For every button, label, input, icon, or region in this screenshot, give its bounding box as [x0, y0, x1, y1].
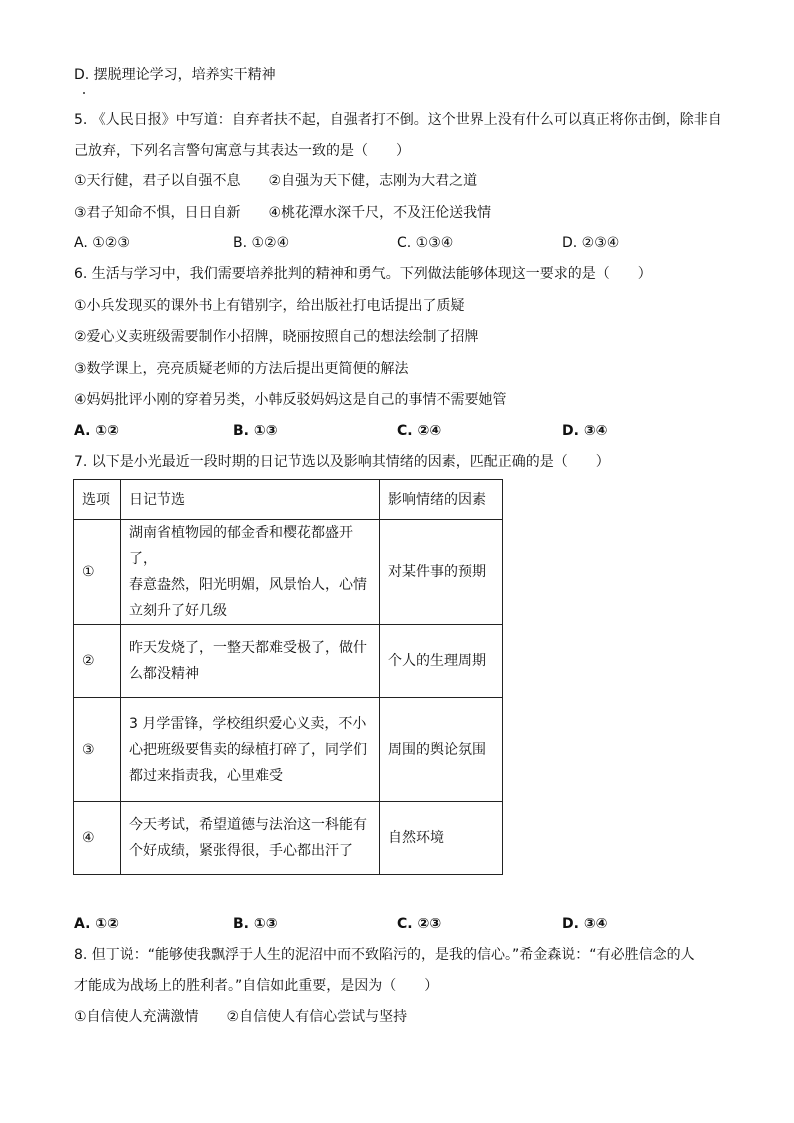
header-factor: 影响情绪的因素 [380, 480, 503, 520]
q6-item-1: ①小兵发现买的课外书上有错别字，给出版社打电话提出了质疑 [74, 298, 465, 314]
q4-option-d: D. 摆脱理论学习，培养实干精神 [74, 67, 276, 83]
row-factor: 自然环境 [380, 802, 503, 875]
q5-option-c: C. ①③④ [397, 235, 454, 251]
header-option: 选项 [74, 480, 121, 520]
q6-option-c: C. ②④ [397, 423, 442, 439]
q5-stem-line1: 5. 《人民日报》中写道：自弃者扶不起，自强者打不倒。这个世界上没有什么可以真正将你击倒，除非自 [74, 112, 722, 128]
row-diary [121, 520, 380, 625]
diary-table [73, 479, 503, 875]
q7-option-b: B. ①③ [233, 916, 278, 932]
diary-line: 春意盎然，阳光明媚，风景怡人，心情 [129, 577, 367, 593]
row-number: ③ [74, 698, 121, 802]
q6-option-a: A. ①② [74, 423, 119, 439]
row-factor: 个人的生理周期 [380, 625, 503, 698]
row-diary [121, 698, 380, 802]
q6-item-3: ③数学课上，亮亮质疑老师的方法后提出更简便的解法 [74, 361, 409, 377]
diary-line: 昨天发烧了，一整天都难受极了，做什 [129, 640, 367, 656]
q5-stem-line2: 己放弃，下列名言警句寓意与其表达一致的是（ ） [74, 143, 410, 159]
row-diary [121, 802, 380, 875]
diary-line: 湖南省植物园的郁金香和樱花都盛开了， [129, 525, 353, 567]
q5-option-b: B. ①②④ [233, 235, 290, 251]
row-factor: 周围的舆论氛围 [380, 698, 503, 802]
q6-options [74, 421, 714, 441]
table-header-row [74, 480, 503, 520]
diary-line: 都过来指责我，心里难受 [129, 767, 283, 784]
q5-items-line2: ③君子知命不惧，日日自新 ④桃花潭水深千尺，不及汪伦送我情 [74, 205, 492, 221]
table-row [74, 802, 503, 875]
row-number: ① [74, 520, 121, 625]
header-diary: 日记节选 [121, 480, 380, 520]
q8-stem-line1: 8. 但丁说：“能够使我飘浮于人生的泥沼中而不致陷污的，是我的信心。”希金森说：“有必胜信念的人 [74, 947, 695, 963]
row-number: ② [74, 625, 121, 698]
diary-line: 心把班级要售卖的绿植打碎了，同学们 [129, 741, 367, 758]
q5-items-line1: ①天行健，君子以自强不息 ②自强为天下健，志刚为大君之道 [74, 173, 478, 189]
row-factor: 对某件事的预期 [380, 520, 503, 625]
stray-dot [83, 92, 85, 94]
diary-line: 今天考试，希望道德与法治这一科能有 [129, 817, 367, 833]
q7-option-c: C. ②③ [397, 916, 442, 932]
diary-line: 立刻升了好几级 [129, 603, 227, 619]
table-row [74, 520, 503, 625]
diary-line: 3 月学雷锋，学校组织爱心义卖，不小 [129, 715, 367, 732]
row-diary [121, 625, 380, 698]
row-number: ④ [74, 802, 121, 875]
diary-line: 么都没精神 [129, 666, 199, 682]
q5-option-d: D. ②③④ [562, 235, 620, 251]
q6-option-d: D. ③④ [562, 423, 608, 439]
table-row [74, 698, 503, 802]
q7-option-d: D. ③④ [562, 916, 608, 932]
q6-option-b: B. ①③ [233, 423, 278, 439]
q7-stem: 7. 以下是小光最近一段时期的日记节选以及影响其情绪的因素，匹配正确的是（ ） [74, 454, 610, 470]
q6-item-4: ④妈妈批评小刚的穿着另类，小韩反驳妈妈这是自己的事情不需要她管 [74, 392, 507, 408]
q5-options [74, 233, 714, 253]
table-row [74, 625, 503, 698]
q8-items-line1: ①自信使人充满激情 ②自信使人有信心尝试与坚持 [74, 1009, 408, 1025]
q7-option-a: A. ①② [74, 916, 119, 932]
q7-options [74, 914, 714, 934]
q6-item-2: ②爱心义卖班级需要制作小招牌，晓丽按照自己的想法绘制了招牌 [74, 329, 479, 345]
q8-stem-line2: 才能成为战场上的胜利者。”自信如此重要，是因为（ ） [74, 978, 439, 994]
diary-line: 个好成绩，紧张得很，手心都出汗了 [129, 843, 353, 859]
q6-stem: 6. 生活与学习中，我们需要培养批判的精神和勇气。下列做法能够体现这一要求的是（ ） [74, 266, 652, 282]
q5-option-a: A. ①②③ [74, 235, 130, 251]
